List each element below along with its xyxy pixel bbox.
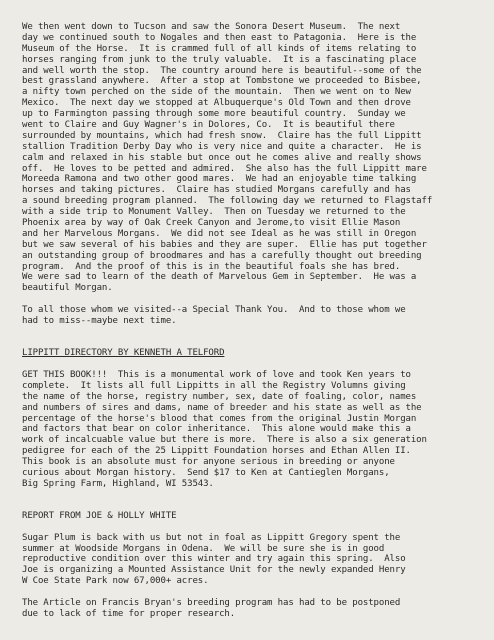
text-line: summer at Woodside Morgans in Odena. We will be sure she is in good — [22, 543, 385, 554]
text-line: curious about Morgan history. Send $17 to Ken at Cantieglen Morgans, — [22, 467, 390, 478]
text-line: complete. It lists all full Lippitts in all the Registry Volumns giving — [22, 380, 406, 391]
text-line: beautiful Morgan. — [22, 283, 113, 294]
text-line: with a side trip to Monument Valley. Then on Tuesday we returned to the — [22, 207, 406, 218]
trip-report — [22, 22, 480, 294]
text-line: calm and relaxed in his stable but once out he comes alive and really shows — [22, 152, 422, 163]
text-line: surrounded by mountains, which had fresh snow. Claire has the full Lippitt — [22, 130, 422, 141]
text-line: went to Claire and Guy Wagner's in Dolores, Co. It is beautiful there — [22, 120, 395, 131]
text-line: stallion Tradition Derby Day who is very nice and quite a character. He is — [22, 141, 422, 152]
section-heading: LIPPITT DIRECTORY BY KENNETH A TELFORD — [22, 348, 225, 359]
text-line: Phoenix area by way of Oak Creek Canyon and Jerome,to visit Ellie Mason — [22, 218, 401, 229]
text-line: Sugar Plum is back with us but not in foal as Lippitt Gregory spent the — [22, 532, 401, 543]
directory-section — [22, 348, 480, 490]
text-line: up to Farmington passing through some more beautiful country. Sunday we — [22, 109, 406, 120]
text-line: Moreeda Ramona and two other good mares. We had an enjoyable time talking — [22, 174, 417, 185]
text-line: Mexico. The next day we stopped at Albuquerque's Old Town and then drove — [22, 98, 411, 109]
text-line: Big Spring Farm, Highland, WI 53543. — [22, 478, 214, 489]
text-line: off. He loves to be petted and admired. She also has the full Lippitt mare — [22, 163, 427, 174]
section-heading: REPORT FROM JOE & HOLLY WHITE — [22, 510, 177, 521]
text-line: horses ranging from junk to the truly valuable. It is a fascinating place — [22, 54, 417, 65]
text-line: day we continued south to Nogales and then east to Patagonia. Here is the — [22, 32, 417, 43]
thanks-paragraph — [22, 305, 480, 327]
joe-holly-section — [22, 511, 480, 587]
text-line: Joe is organizing a Mounted Assistance Unit for the newly expanded Henry — [22, 565, 406, 576]
text-line: GET THIS BOOK!!! This is a monumental work of love and took Ken years to — [22, 369, 411, 380]
text-line: best grassland anywhere. After a stop at Tombstone we proceeded to Bisbee, — [22, 76, 422, 87]
text-line: program. And the proof of this is in the beautiful foals she has bred. — [22, 261, 401, 272]
text-line: The Article on Francis Bryan's breeding program has had to be postponed — [22, 598, 401, 609]
page-text — [22, 22, 480, 620]
text-line: and her Marvelous Morgans. We did not see Ideal as he was still in Oregon — [22, 228, 417, 239]
text-line: work of incalcuable value but there is more. There is also a six generation — [22, 435, 427, 446]
text-line: pedigree for each of the 25 Lippitt Foundation horses and Ethan Allen II. — [22, 446, 411, 457]
text-line: and factors that bear on color inheritance. This alone would make this a — [22, 424, 411, 435]
text-line: Museum of the Horse. It is crammed full of all kinds of items relating to — [22, 43, 417, 54]
text-line: W Coe State Park now 67,000+ acres. — [22, 576, 209, 587]
text-line: had to miss--maybe next time. — [22, 316, 177, 327]
text-line: reproductive condition over this winter and try again this spring. Also — [22, 554, 406, 565]
text-line: the name of the horse, registry number, sex, date of foaling, color, names — [22, 391, 417, 402]
text-line: We then went down to Tucson and saw the Sonora Desert Museum. The next — [22, 22, 401, 32]
text-line: and well worth the stop. The country around here is beautiful--some of the — [22, 65, 422, 76]
text-line: percentage of the horse's blood that comes from the original Justin Morgan — [22, 413, 417, 424]
text-line: due to lack of time for proper research. — [22, 608, 236, 619]
postponed-paragraph — [22, 598, 480, 620]
text-line: but we saw several of his babies and they are super. Ellie has put together — [22, 239, 427, 250]
text-line: We were sad to learn of the death of Marvelous Gem in September. He was a — [22, 272, 417, 283]
text-line: an outstanding group of broodmares and has a carefully thought out breeding — [22, 250, 422, 261]
text-line: and numbers of sires and dams, name of breeder and his state as well as the — [22, 402, 422, 413]
text-line: a sound breeding program planned. The following day we returned to Flagstaff — [22, 196, 433, 207]
text-line: a nifty town perched on the side of the mountain. Then we went on to New — [22, 87, 411, 98]
text-line: This book is an absolute must for anyone serious in breeding or anyone — [22, 457, 395, 468]
text-line: To all those whom we visited--a Special Thank You. And to those whom we — [22, 305, 406, 316]
text-line: horses and taking pictures. Claire has studied Morgans carefully and has — [22, 185, 411, 196]
